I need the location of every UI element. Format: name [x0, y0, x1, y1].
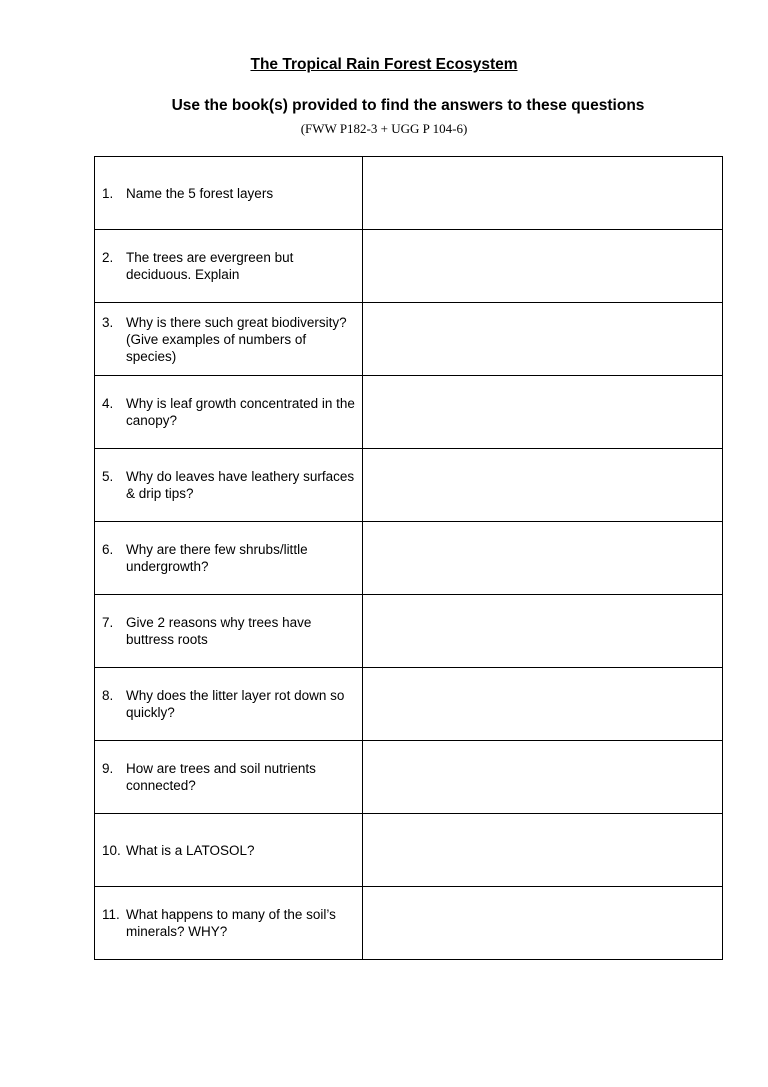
question-number: 8. — [102, 688, 114, 703]
question-row — [95, 668, 723, 741]
question-content — [95, 185, 362, 202]
question-text: Give 2 reasons why trees have buttress roots — [126, 615, 312, 647]
question-number: 11. — [102, 907, 120, 922]
question-cell — [95, 741, 363, 814]
question-row — [95, 522, 723, 595]
question-number: 3. — [102, 314, 114, 330]
question-number: 5. — [102, 469, 114, 484]
question-text: What happens to many of the soil’s minerals? WHY? — [126, 907, 336, 939]
question-cell — [95, 230, 363, 303]
answer-cell[interactable] — [363, 595, 723, 668]
question-cell — [95, 668, 363, 741]
question-cell — [95, 814, 363, 887]
book-reference: (FWW P182-3 + UGG P 104-6) — [300, 121, 468, 136]
question-content — [95, 842, 362, 859]
question-text: How are trees and soil nutrients connected? — [126, 761, 316, 793]
question-row — [95, 230, 723, 303]
question-text: Why does the litter layer rot down so quickly? — [126, 688, 345, 720]
answer-cell[interactable] — [363, 376, 723, 449]
question-table — [94, 156, 723, 960]
question-content — [95, 906, 362, 940]
question-number: 6. — [102, 542, 114, 557]
question-content — [95, 614, 362, 648]
question-row — [95, 595, 723, 668]
question-content — [95, 395, 362, 429]
question-content — [95, 687, 362, 721]
worksheet-title-text: The Tropical Rain Forest Ecosystem — [250, 56, 518, 73]
question-text: Why do leaves have leathery surfaces & drip tips? — [126, 469, 355, 501]
question-content — [95, 541, 362, 575]
question-cell — [95, 887, 363, 960]
answer-cell[interactable] — [363, 522, 723, 595]
worksheet-instructions: Use the book(s) provided to find the answers to these questions — [171, 97, 645, 114]
question-number: 9. — [102, 761, 114, 776]
answer-cell[interactable] — [363, 814, 723, 887]
question-cell — [95, 449, 363, 522]
question-number: 2. — [102, 250, 114, 265]
question-cell — [95, 376, 363, 449]
question-number: 7. — [102, 615, 114, 630]
question-content — [95, 760, 362, 794]
question-number: 10. — [102, 842, 121, 858]
question-content — [95, 468, 362, 502]
question-text: Name the 5 forest layers — [126, 185, 274, 201]
question-row — [95, 449, 723, 522]
question-row — [95, 887, 723, 960]
worksheet-title — [0, 56, 768, 74]
question-cell — [95, 595, 363, 668]
question-cell — [95, 522, 363, 595]
question-row — [95, 303, 723, 376]
question-cell — [95, 157, 363, 230]
question-content — [95, 249, 362, 283]
question-text: Why is there such great biodiversity? (Give examples of numbers of species) — [126, 314, 347, 364]
question-cell — [95, 303, 363, 376]
question-text: What is a LATOSOL? — [126, 842, 255, 858]
question-table-body — [95, 157, 723, 960]
answer-cell[interactable] — [363, 303, 723, 376]
answer-cell[interactable] — [363, 449, 723, 522]
answer-cell[interactable] — [363, 230, 723, 303]
question-row — [95, 376, 723, 449]
question-text: Why are there few shrubs/little undergrowth? — [126, 542, 308, 574]
question-row — [95, 157, 723, 230]
answer-cell[interactable] — [363, 887, 723, 960]
question-number: 1. — [102, 185, 114, 201]
answer-cell[interactable] — [363, 157, 723, 230]
answer-cell[interactable] — [363, 741, 723, 814]
question-content — [95, 314, 362, 365]
answer-cell[interactable] — [363, 668, 723, 741]
question-text: The trees are evergreen but deciduous. Explain — [126, 250, 294, 282]
question-row — [95, 814, 723, 887]
question-number: 4. — [102, 396, 114, 411]
question-text: Why is leaf growth concentrated in the canopy? — [126, 396, 355, 428]
question-row — [95, 741, 723, 814]
